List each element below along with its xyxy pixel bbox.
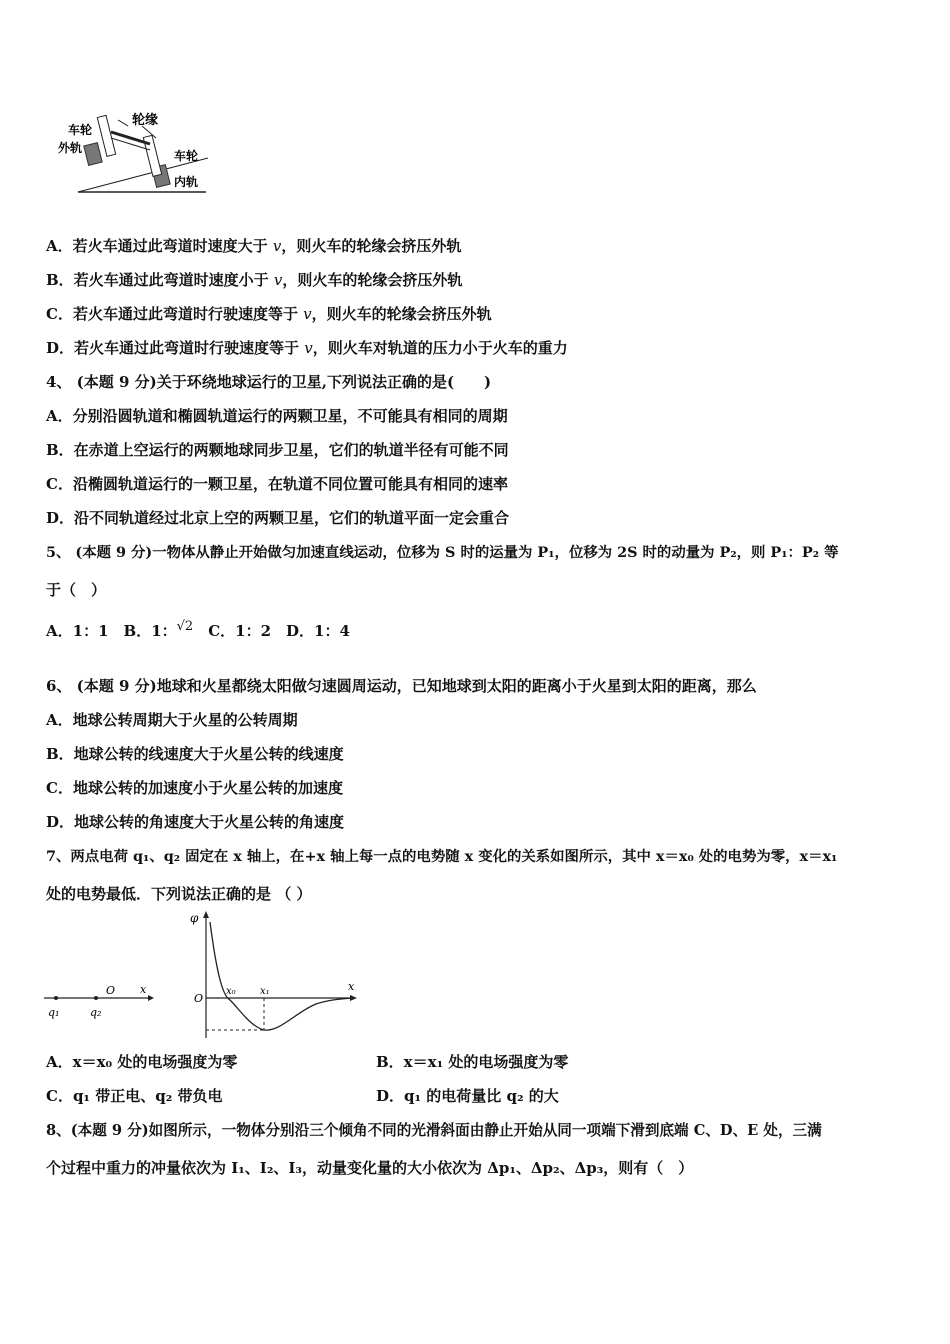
axis-arrow — [148, 995, 154, 1001]
q4-option-d: D．沿不同轨道经过北京上空的两颗卫星，它们的轨道平面一定会重合 — [46, 509, 510, 527]
label-x: x — [140, 983, 147, 996]
q7-option-b: B．x＝x₁ 处的电场强度为零 — [376, 1053, 569, 1071]
q7-option-c: C．q₁ 带正电、q₂ 带负电 — [46, 1087, 223, 1105]
q6-option-d: D．地球公转的角速度大于火星公转的角速度 — [46, 813, 345, 831]
q3-option-d: D．若火车通过此弯道时行驶速度等于 v，则火车对轨道的压力小于火车的重力 — [46, 339, 568, 357]
q5-stem-line2: 于（ ） — [46, 581, 107, 599]
q7-stem-line1: 7、两点电荷 q₁、q₂ 固定在 x 轴上，在+x 轴上每一点的电势随 x 变化的关系如图所示，其中 x＝x₀ 处的电势为零，x＝x₁ — [46, 848, 838, 865]
q8-stem-line1: 8、(本题 9 分)如图所示，一物体分别沿三个倾角不同的光滑斜面由静止开始从同一项端下滑到底端 C、D、E 处，三满 — [46, 1122, 822, 1139]
rim-pointer-line — [118, 120, 128, 126]
q6-stem: 6、 (本题 9 分)地球和火星都绕太阳做匀速圆周运动，已知地球到太阳的距离小于火星到太阳的距离，那么 — [46, 677, 757, 695]
q3-option-b: B．若火车通过此弯道时速度小于 v，则火车的轮缘会挤压外轨 — [46, 271, 463, 289]
label-phi: φ — [190, 911, 199, 925]
q4-stem: 4、 (本题 9 分)关于环绕地球运行的卫星,下列说法正确的是( ) — [46, 373, 492, 391]
label-outer-rail: 外轨 — [58, 141, 83, 155]
q7-option-d: D．q₁ 的电荷量比 q₂ 的大 — [376, 1087, 559, 1105]
phi-axis-arrow — [203, 911, 209, 918]
charge-q1-dot — [54, 996, 58, 1000]
charge-axis-figure — [44, 982, 156, 1022]
label-x: x — [348, 980, 355, 993]
q4-option-c: C．沿椭圆轨道运行的一颗卫星，在轨道不同位置可能具有相同的速率 — [46, 475, 508, 493]
q3-option-c: C．若火车通过此弯道时行驶速度等于 v，则火车的轮缘会挤压外轨 — [46, 305, 492, 323]
q3-option-a: A．若火车通过此弯道时速度大于 v，则火车的轮缘会挤压外轨 — [46, 237, 462, 255]
potential-graph — [188, 908, 364, 1042]
q7-stem-line2: 处的电势最低．下列说法正确的是 （ ） — [46, 885, 312, 903]
label-wheel-right: 车轮 — [174, 149, 199, 163]
q6-option-b: B．地球公转的线速度大于火星公转的线速度 — [46, 745, 344, 763]
q8-stem-line2: 个过程中重力的冲量依次为 I₁、I₂、I₃，动量变化量的大小依次为 Δp₁、Δp₂、Δp₃，则有（ ） — [46, 1159, 694, 1177]
left-wheel-shape — [97, 115, 115, 156]
label-origin: O — [194, 992, 204, 1005]
q5-stem-line1: 5、 (本题 9 分)一物体从静止开始做匀加速直线运动，位移为 S 时的运量为 P₁，位移为 2S 时的动量为 P₂，则 P₁：P₂ 等 — [46, 544, 839, 561]
charge-q2-dot — [94, 996, 98, 1000]
train-wheel-figure — [58, 108, 228, 200]
q4-option-a: A．分别沿圆轨道和椭圆轨道运行的两颗卫星，不可能具有相同的周期 — [46, 407, 508, 425]
label-inner-rail: 内轨 — [174, 175, 199, 189]
label-x1: x₁ — [260, 986, 270, 997]
label-origin: O — [106, 984, 116, 997]
potential-curve — [210, 922, 352, 1030]
label-q1: q₁ — [48, 1006, 60, 1019]
label-x0: x₀ — [226, 986, 236, 997]
q6-option-a: A．地球公转周期大于火星的公转周期 — [46, 711, 298, 729]
label-q2: q₂ — [90, 1006, 102, 1019]
label-wheel-left: 车轮 — [68, 123, 93, 137]
label-wheel-rim: 轮缘 — [132, 113, 159, 128]
sqrt-two: √2 — [176, 619, 194, 634]
q4-option-b: B．在赤道上空运行的两颗地球同步卫星，它们的轨道半径有可能不同 — [46, 441, 509, 459]
outer-rail-shape — [84, 143, 102, 166]
q6-option-c: C．地球公转的加速度小于火星公转的加速度 — [46, 779, 343, 797]
q7-option-a: A．x＝x₀ 处的电场强度为零 — [46, 1053, 238, 1071]
q5-options: A．1：1 B．1：√2 C．1：2 D．1：4 — [46, 619, 350, 640]
